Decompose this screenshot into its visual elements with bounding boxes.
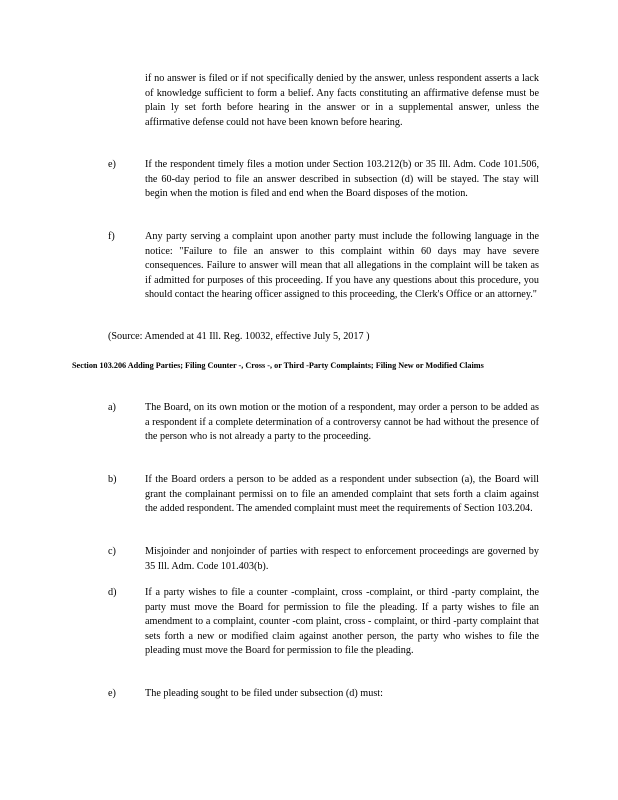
item-text-e2: The pleading sought to be filed under subsection (d) must: <box>145 688 383 699</box>
item-text-d: If a party wishes to file a counter -complaint, cross -complaint, or third -party complaint, the party must move the Board for permission to file the pleading. If a party wishes to file an amendment to a complaint, counter -com plaint, cross - complaint, or third -party complaint that sets forth a new or modified claim against another person, the party who wishes to file the pleading must move the Board for permission to file the pleading. <box>145 587 539 656</box>
item-text-f: Any party serving a complaint upon another party must include the following language in the notice: "Failure to file an answer to this complaint within 60 days may have severe consequences. Failure to answer will mean that all allegations in the complaint will be taken as if admitted for purposes of this proceeding. If you have any questions about this procedure, you should contact the hearing officer assigned to this proceeding, the Clerk's Office or an attorney." <box>145 231 539 300</box>
item-label-f: f) <box>108 231 115 242</box>
continuation-paragraph: if no answer is filed or if not specifically denied by the answer, unless respondent asserts a lack of knowledge sufficient to form a belief. Any facts constituting an affirmative defense must be plain ly set forth before hearing in the answer or in a supplemental answer, unless the affirmative defense could not have been known before hearing. <box>145 73 539 128</box>
item-label-c: c) <box>108 546 116 557</box>
section-heading: Section 103.206 Adding Parties; Filing Counter -, Cross -, or Third -Party Complaints; Filing New or Modified Claims <box>72 361 484 370</box>
item-label-d: d) <box>108 587 117 598</box>
item-label-b: b) <box>108 474 117 485</box>
item-text-e: If the respondent timely files a motion under Section 103.212(b) or 35 Ill. Adm. Code 101.506, the 60-day period to file an answer described in subsection (d) will be stayed. The stay will begin when the motion is filed and end when the Board disposes of the motion. <box>145 159 539 199</box>
item-label-e: e) <box>108 159 116 170</box>
item-text-a: The Board, on its own motion or the motion of a respondent, may order a person to be added as a respondent if a complete determination of a controversy cannot be had without the presence of the person who is not already a party to the proceeding. <box>145 402 539 442</box>
item-label-e2: e) <box>108 688 116 699</box>
item-text-c: Misjoinder and nonjoinder of parties with respect to enforcement proceedings are governed by 35 Ill. Adm. Code 101.403(b). <box>145 546 539 572</box>
source-note: (Source: Amended at 41 Ill. Reg. 10032, effective July 5, 2017 ) <box>108 331 370 342</box>
item-label-a: a) <box>108 402 116 413</box>
item-text-b: If the Board orders a person to be added as a respondent under subsection (a), the Board will grant the complainant permissi on to file an amended complaint that sets forth a claim against the added respondent. The amended complaint must meet the requirements of Section 103.204. <box>145 474 539 514</box>
